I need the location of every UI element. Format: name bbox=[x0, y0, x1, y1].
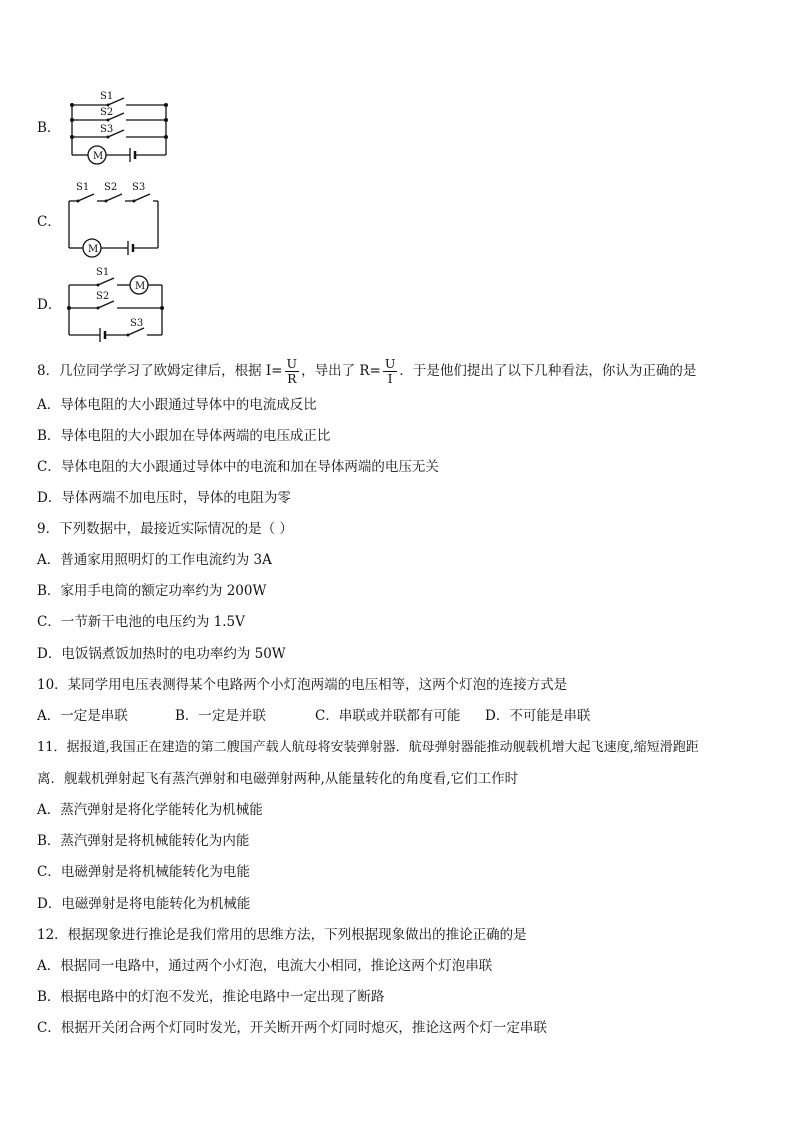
frac2-denominator: I bbox=[387, 371, 393, 386]
q9-option-a: A．普通家用照明灯的工作电流约为 3A bbox=[37, 552, 272, 568]
switch-label-s2: S2 bbox=[104, 182, 118, 193]
q8-option-c: C．导体电阻的大小跟通过导体中的电流和加在导体两端的电压无关 bbox=[37, 459, 439, 475]
frac1-denominator: R bbox=[287, 371, 297, 386]
option-c-label: C． bbox=[37, 214, 61, 230]
q12-option-a: A．根据同一电路中，通过两个小灯泡，电流大小相同，推论这两个灯泡串联 bbox=[37, 958, 493, 974]
question-10-stem: 10．某同学用电压表测得某个电路两个小灯泡两端的电压相等，这两个灯泡的连接方式是 bbox=[37, 677, 568, 693]
q8-option-d: D．导体两端不加电压时，导体的电阻为零 bbox=[37, 490, 291, 506]
switch-label-s3: S3 bbox=[100, 124, 114, 135]
q10-option-c: C．串联或并联都有可能 bbox=[315, 708, 461, 724]
question-11-stem-line1: 11．据报道,我国正在建造的第二艘国产载人航母将安装弹射器．航母弹射器能推动舰载机增大起飞速度,缩短滑跑距 bbox=[37, 740, 699, 755]
switch-label-s2: S2 bbox=[100, 107, 114, 118]
motor-label: M bbox=[93, 151, 104, 162]
option-b-label: B． bbox=[37, 120, 61, 136]
q9-option-d: D．电饭锅煮饭加热时的电功率约为 50W bbox=[37, 646, 286, 662]
frac2-numerator: U bbox=[384, 356, 396, 371]
q10-option-b: B．一定是并联 bbox=[175, 708, 266, 724]
switch-label-s3: S3 bbox=[130, 318, 144, 329]
q8-option-a: A．导体电阻的大小跟通过导体中的电流成反比 bbox=[37, 397, 317, 413]
question-9-stem: 9．下列数据中，最接近实际情况的是（ ） bbox=[37, 521, 293, 537]
question-12-stem: 12．根据现象进行推论是我们常用的思维方法，下列根据现象做出的推论正确的是 bbox=[37, 927, 527, 943]
q8-middle: ，导出了 R= bbox=[301, 363, 381, 379]
circuit-diagram-b bbox=[68, 88, 172, 168]
question-11-stem-line2: 离．舰载机弹射起飞有蒸汽弹射和电磁弹射两种,从能量转化的角度看,它们工作时 bbox=[37, 771, 519, 787]
q8-suffix: ．于是他们提出了以下几种看法，你认为正确的是 bbox=[399, 363, 697, 379]
frac1-numerator: U bbox=[286, 356, 298, 371]
q10-option-d: D．不可能是串联 bbox=[485, 708, 591, 724]
q8-prefix: 8．几位同学学习了欧姆定律后，根据 I= bbox=[37, 363, 283, 379]
q11-option-a: A．蒸汽弹射是将化学能转化为机械能 bbox=[37, 802, 263, 818]
switch-label-s1: S1 bbox=[76, 182, 90, 193]
switch-label-s3: S3 bbox=[132, 182, 146, 193]
q9-option-c: C．一节新干电池的电压约为 1.5V bbox=[37, 614, 245, 630]
fraction-u-over-i bbox=[383, 357, 398, 386]
motor-label: M bbox=[88, 244, 99, 255]
switch-label-s1: S1 bbox=[96, 267, 110, 278]
q12-option-c: C．根据开关闭合两个灯同时发光，开关断开两个灯同时熄灭，推论这两个灯一定串联 bbox=[37, 1020, 547, 1036]
option-d-label: D． bbox=[37, 297, 62, 313]
q9-option-b: B．家用手电筒的额定功率约为 200W bbox=[37, 583, 267, 599]
q12-option-b: B．根据电路中的灯泡不发光，推论电路中一定出现了断路 bbox=[37, 989, 385, 1005]
q11-option-d: D．电磁弹射是将电能转化为机械能 bbox=[37, 896, 251, 912]
q10-option-a: A．一定是串联 bbox=[37, 708, 128, 724]
circuit-diagram-c bbox=[64, 178, 164, 258]
circuit-diagram-d bbox=[64, 263, 168, 343]
motor-label: M bbox=[135, 281, 146, 292]
q11-option-b: B．蒸汽弹射是将机械能转化为内能 bbox=[37, 833, 250, 849]
q11-option-c: C．电磁弹射是将机械能转化为电能 bbox=[37, 864, 250, 880]
switch-label-s2: S2 bbox=[96, 291, 110, 302]
q8-option-b: B．导体电阻的大小跟加在导体两端的电压成正比 bbox=[37, 428, 331, 444]
switch-label-s1: S1 bbox=[100, 91, 114, 102]
fraction-u-over-r bbox=[285, 357, 300, 386]
question-8-stem bbox=[37, 357, 696, 386]
